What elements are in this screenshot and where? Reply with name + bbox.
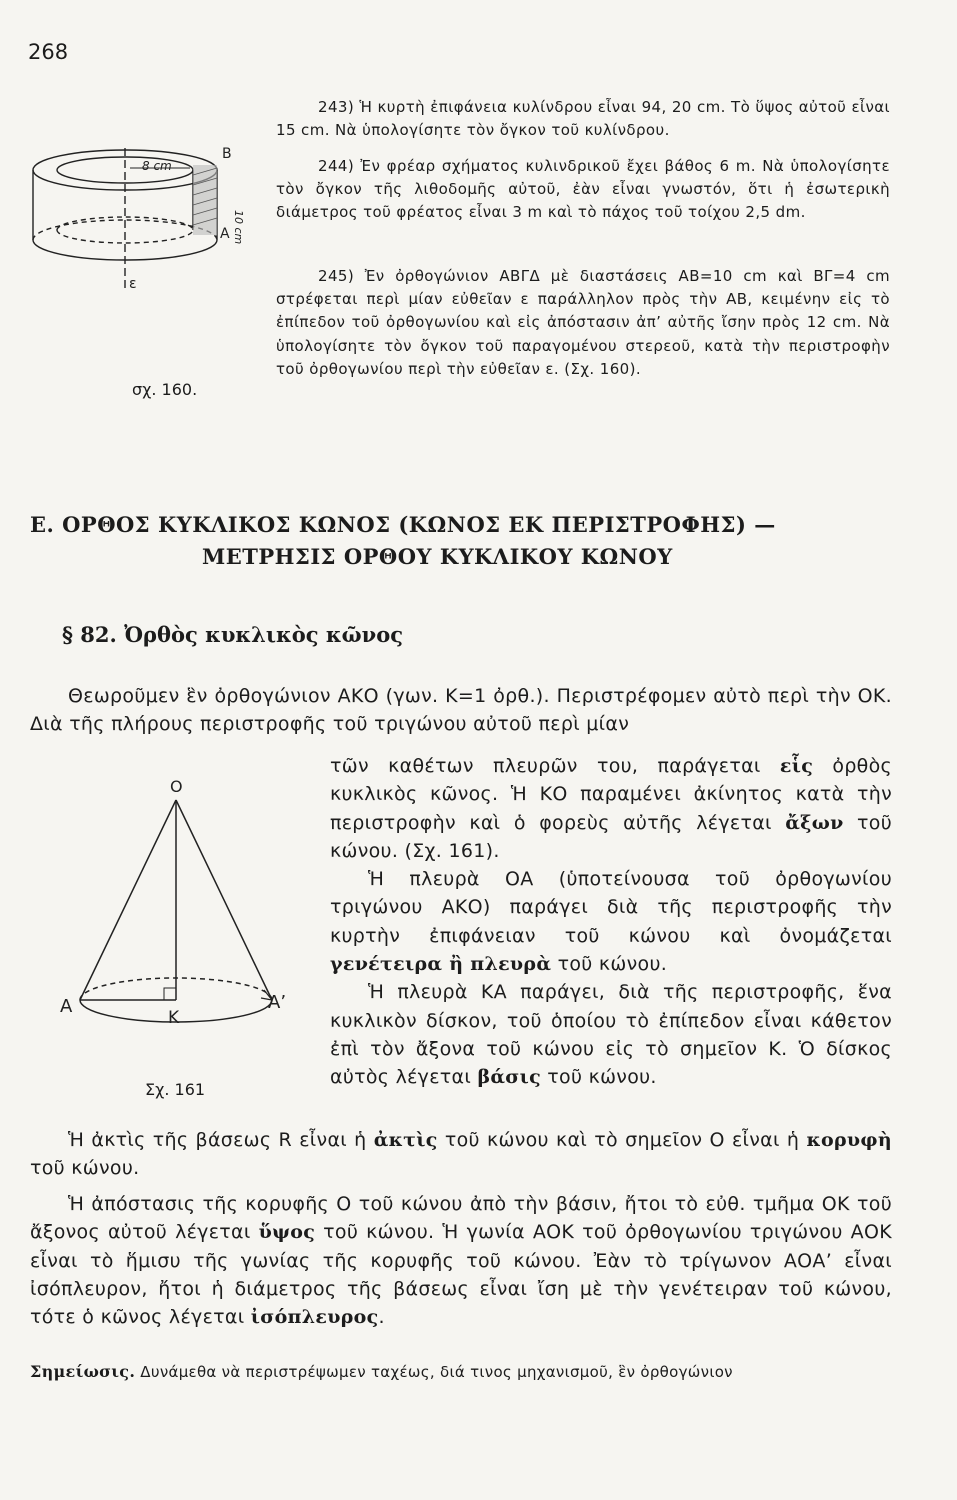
p6-kw1: ὕψος <box>258 1221 316 1244</box>
p6-a: Ἡ ἀπόστασις τῆς κορυφῆς Ο τοῦ κώνου ἀπὸ τὴν βάσιν, ἤτοι τὸ εὐθ. τμῆμα ΟΚ τοῦ ἄξονος αὐτοῦ λέγεται <box>30 1193 892 1244</box>
p4 <box>330 978 892 1091</box>
p5-kw1: ἀκτὶς <box>373 1129 438 1151</box>
note <box>30 1362 892 1381</box>
label-A: A <box>220 226 230 242</box>
exercise-244 <box>276 155 890 225</box>
label-A: A <box>60 996 73 1017</box>
label-10cm: 10 cm <box>232 210 245 245</box>
p2-kw2: ἄξων <box>785 811 844 834</box>
body-paragraph-1 <box>30 682 892 739</box>
p3-a: Ἡ πλευρὰ ΟΑ (ὑποτείνουσα τοῦ ὀρθογωνίου τριγώνου ΑΚΟ) παράγει διὰ τῆς περιστροφῆς τὴν κυρτὴν ἐπιφάνειαν τοῦ κώνου καὶ ὀνομάζεται <box>330 868 892 947</box>
label-epsilon: ε <box>129 276 137 292</box>
p5-a: Ἡ ἀκτὶς τῆς βάσεως R εἶναι ἡ <box>68 1129 374 1151</box>
note-label: Σημείωσις. <box>30 1362 136 1381</box>
p5-kw2: κορυφὴ <box>806 1129 892 1151</box>
figure-161-cone <box>58 780 298 1070</box>
body-paragraph-5 <box>30 1126 892 1183</box>
p4-a: Ἡ πλευρὰ ΚΑ παράγει, διὰ τῆς περιστροφῆς, ἕνα κυκλικὸν δίσκον, τοῦ ὁποίου τὸ ἐπίπεδον εἶναι κάθετον ἐπὶ τὸν ἄξονα τοῦ κώνου εἰς τὸ σημεῖον Κ. Ὁ δίσκος αὐτὸς λέγεται <box>330 981 892 1089</box>
figure-160-cylinder <box>30 140 270 320</box>
p5-c: τοῦ κώνου. <box>30 1157 140 1180</box>
p2-c: τοῦ κώνου. (Σχ. 161). <box>330 811 892 862</box>
p2-kw1: εἷς <box>779 755 814 777</box>
figure-161-caption: Σχ. 161 <box>145 1080 206 1099</box>
p6-kw2: ἰσόπλευρος <box>250 1306 379 1329</box>
p6-c: . <box>378 1306 385 1329</box>
p4-kw: βάσις <box>477 1066 541 1089</box>
body-paragraph-2 <box>330 752 892 1092</box>
figure-160-caption: σχ. 160. <box>132 380 198 399</box>
p6-b: τοῦ κώνου. Ἡ γωνία ΑΟΚ τοῦ ὀρθογωνίου τριγώνου ΑΟΚ εἶναι τὸ ἥμισυ τῆς γωνίας τῆς κορυφῆς τοῦ κώνου. Ἐὰν τὸ τρίγωνον ΑΟΑ’ εἶναι ἰσόπλευρον, ἤτοι ἡ διάμετρος τῆς βάσεως εἶναι ἴση μὲ τὴν γενέτειραν τοῦ κώνου, τότε ὁ κῶνος λέγεται <box>30 1221 892 1329</box>
paragraph-heading: § 82. Ὀρθὸς κυκλικὸς κῶνος <box>62 622 404 647</box>
page-number: 268 <box>28 40 69 64</box>
section-title-line1: Ε. ΟΡΘΟΣ ΚΥΚΛΙΚΟΣ ΚΩΝΟΣ (ΚΩΝΟΣ ΕΚ ΠΕΡΙΣΤΡΟΦΗΣ) — <box>30 512 776 537</box>
label-K: K <box>168 1008 180 1028</box>
exercise-244-text: 244) Ἐν φρέαρ σχήματος κυλινδρικοῦ ἔχει βάθος 6 m. Νὰ ὑπολογίσητε τὸν ὄγκον τῆς λιθοδομῆς αὐτοῦ, ἐὰν εἶναι γνωστόν, ὅτι ἡ ἐσωτερικὴ διάμετρος τοῦ φρέατος εἶναι 3 m καὶ τὸ πάχος τοῦ τοίχου 2,5 dm. <box>276 157 890 222</box>
exercise-243 <box>276 96 890 142</box>
label-O: O <box>170 780 183 796</box>
exercise-243-text: 243) Ἡ κυρτὴ ἐπιφάνεια κυλίνδρου εἶναι 94, 20 cm. Τὸ ὕψος αὐτοῦ εἶναι 15 cm. Νὰ ὑπολογίσητε τὸν ὄγκον τοῦ κυλίνδρου. <box>276 98 890 140</box>
label-8cm: 8 cm <box>142 159 172 173</box>
p2-b: ὀρθὸς κυκλικὸς κῶνος. Ἡ ΚΟ παραμένει ἀκίνητος κατὰ τὴν περιστροφὴν καὶ ὁ φορεὺς αὐτῆς λέγεται <box>330 755 892 834</box>
p2 <box>330 752 892 865</box>
p3-b: τοῦ κώνου. <box>551 953 668 976</box>
p5 <box>30 1126 892 1183</box>
exercise-245-text: 245) Ἐν ὀρθογώνιον ΑΒΓΔ μὲ διαστάσεις ΑΒ=10 cm καὶ ΒΓ=4 cm στρέφεται περὶ μίαν εὐθεῖαν ε παράλληλον πρὸς τὴν ΑΒ, κειμένην εἰς τὸ ἐπίπεδον τοῦ ὀρθογωνίου καὶ εἰς ἀπόστασιν ἀπ’ αὐτῆς ἴσην πρὸς 12 cm. Νὰ ὑπολογίσητε τὸν ὄγκον τοῦ παραγομένου στερεοῦ, κατὰ τὴν περιστροφὴν τοῦ ὀρθογωνίου περὶ τὴν εὐθεῖαν ε. (Σχ. 160). <box>276 267 890 378</box>
label-A-prime: A’ <box>268 992 287 1013</box>
p4-b: τοῦ κώνου. <box>540 1066 657 1089</box>
p3-kw: γενέτειρα ἢ πλευρὰ <box>330 953 552 976</box>
p3 <box>330 865 892 978</box>
p2-a: τῶν καθέτων πλευρῶν του, παράγεται <box>330 755 780 777</box>
p1-text: Θεωροῦμεν ἓν ὀρθογώνιον ΑΚΟ (γων. Κ=1 ὀρθ.). Περιστρέφομεν αὐτὸ περὶ τὴν ΟΚ. Διὰ τῆς πλήρους περιστροφῆς τοῦ τριγώνου αὐτοῦ περὶ μίαν <box>30 685 892 736</box>
section-title-line2: ΜΕΤΡΗΣΙΣ ΟΡΘΟΥ ΚΥΚΛΙΚΟΥ ΚΩΝΟΥ <box>202 544 673 569</box>
exercise-245 <box>276 265 890 381</box>
body-paragraph-6 <box>30 1190 892 1331</box>
note-text: Δυνάμεθα νὰ περιστρέψωμεν ταχέως, διά τινος μηχανισμοῦ, ἓν ὀρθογώνιον <box>135 1363 733 1381</box>
p6 <box>30 1190 892 1331</box>
p5-b: τοῦ κώνου καὶ τὸ σημεῖον Ο εἶναι ἡ <box>437 1129 807 1151</box>
label-B: B <box>222 146 232 162</box>
